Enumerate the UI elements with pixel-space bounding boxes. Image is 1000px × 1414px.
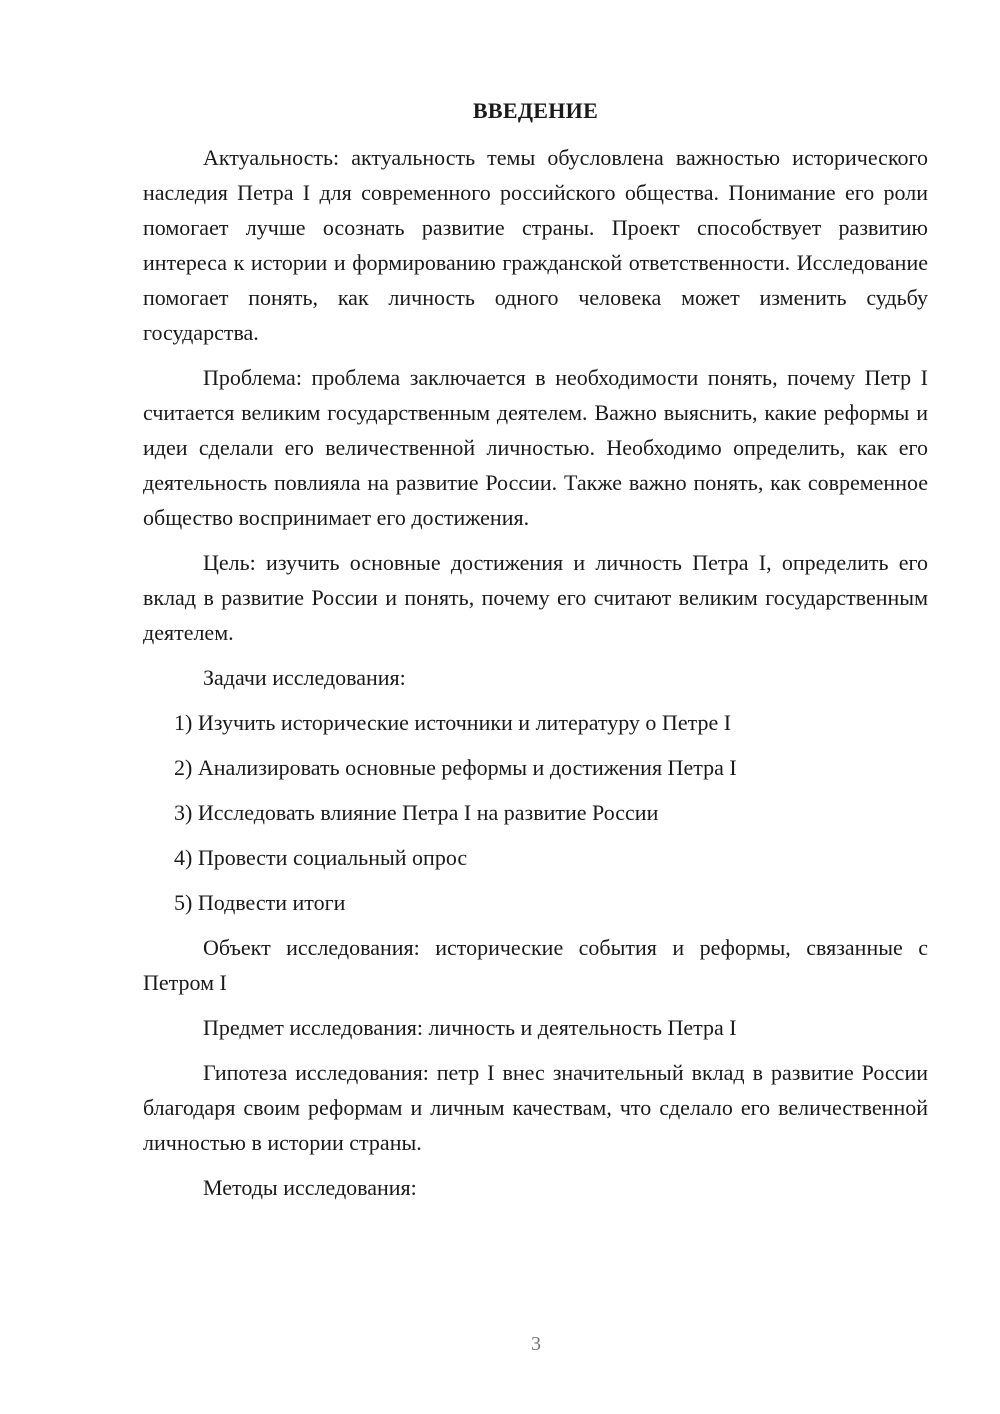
task-item: 5) Подвести итоги [174,890,346,915]
task-item: 4) Провести социальный опрос [174,845,468,870]
problem-paragraph: Проблема: проблема заключается в необходимости понять, почему Петр I считается великим государственным деятелем. Важно выяснить, какие реформы и идеи сделали его величественной личностью. Необходимо определить, как его деятельность повлияла на развитие России. Также важно понять, как современное общество воспринимает его достижения. [143,365,928,530]
section-heading: ВВЕДЕНИЕ [472,98,599,123]
methods-title: Методы исследования: [203,1175,417,1200]
subject-paragraph: Предмет исследования: личность и деятельность Петра I [203,1015,737,1040]
document-page [143,96,928,1215]
relevance-paragraph: Актуальность: актуальность темы обусловлена важностью исторического наследия Петра I для современного российского общества. Понимание его роли помогает лучше осознать развитие страны. Проект способствует развитию интереса к истории и формированию гражданской ответственности. Исследование помогает понять, как личность одного человека может изменить судьбу государства. [143,145,928,345]
page-number: 3 [531,1333,541,1355]
task-item: 2) Анализировать основные реформы и достижения Петра I [174,755,737,780]
tasks-list [143,705,928,920]
goal-paragraph: Цель: изучить основные достижения и личность Петра I, определить его вклад в развитие России и понять, почему его считают великим государственным деятелем. [143,550,928,645]
hypothesis-paragraph: Гипотеза исследования: петр I внес значительный вклад в развитие России благодаря своим реформам и личным качествам, что сделало его величественной личностью в истории страны. [143,1060,928,1155]
tasks-title: Задачи исследования: [203,665,406,690]
object-paragraph: Объект исследования: исторические события и реформы, связанные с Петром I [143,935,928,995]
task-item: 1) Изучить исторические источники и литературу о Петре I [174,710,732,735]
task-item: 3) Исследовать влияние Петра I на развитие России [174,800,659,825]
